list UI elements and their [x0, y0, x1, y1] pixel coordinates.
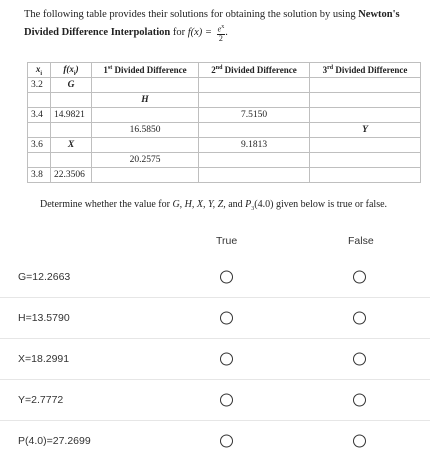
- header-third-dd: 3rd Divided Difference: [310, 63, 421, 78]
- radio-false[interactable]: [353, 352, 366, 365]
- intro-bold-method: Divided Difference Interpolation: [24, 27, 171, 39]
- table-row: [28, 138, 421, 153]
- cell-dd2: 9.1813: [199, 138, 310, 153]
- intro-for: for: [172, 27, 186, 39]
- header-first-dd: 1st Divided Difference: [92, 63, 199, 78]
- cell-dd1: 16.5850: [92, 123, 199, 138]
- statement-label: Y=2.7772: [18, 393, 64, 406]
- radio-true[interactable]: [220, 311, 233, 324]
- table-row: [28, 93, 421, 108]
- table-header-row: [28, 63, 421, 78]
- question-text: Determine whether the value for G, H, X, Y, Z, and $P_3(4.0)$ given below is true or false.: [40, 199, 388, 212]
- cell-x: 3.2: [28, 78, 51, 93]
- divided-difference-table: [27, 62, 421, 183]
- table-row: [28, 168, 421, 183]
- function-fraction: [217, 23, 226, 43]
- statement-label: X=18.2991: [18, 352, 70, 365]
- radio-false[interactable]: [353, 393, 366, 406]
- column-header-true: True: [216, 235, 238, 247]
- fraction-denominator: 2: [218, 33, 223, 43]
- intro-period: .: [225, 27, 228, 39]
- table-row: [28, 108, 421, 123]
- problem-statement: [24, 6, 424, 43]
- cell-fx: X: [51, 138, 92, 153]
- statement-row-h: [0, 297, 430, 339]
- table-row: [28, 153, 421, 168]
- fraction-numerator: e: [217, 24, 222, 34]
- header-x: $x_i$: [28, 63, 51, 78]
- radio-true[interactable]: [220, 270, 233, 283]
- radio-true[interactable]: [220, 352, 233, 365]
- radio-false[interactable]: [353, 270, 366, 283]
- radio-true[interactable]: [220, 393, 233, 406]
- table-row: [28, 123, 421, 138]
- header-fx: $f(x_i)$: [51, 63, 92, 78]
- radio-true[interactable]: [220, 434, 233, 447]
- table-row: [28, 78, 421, 93]
- statement-row-x: [0, 338, 430, 380]
- statement-label: P(4.0)=27.2699: [18, 434, 91, 447]
- statement-label: H=13.5790: [18, 311, 70, 324]
- statement-label: G=12.2663: [18, 270, 71, 283]
- radio-false[interactable]: [353, 311, 366, 324]
- statement-row-y: [0, 379, 430, 421]
- cell-dd2: 7.5150: [199, 108, 310, 123]
- cell-dd1: H: [92, 93, 199, 108]
- statement-row-p: [0, 420, 430, 461]
- cell-x: 3.6: [28, 138, 51, 153]
- intro-bold-newton: Newton's: [358, 9, 400, 20]
- intro-text: The following table provides their solutions for obtaining the solution by using: [24, 9, 356, 20]
- cell-x: 3.8: [28, 168, 51, 183]
- function-label: f(x) =: [187, 27, 212, 39]
- column-header-false: False: [348, 235, 374, 247]
- cell-fx: 22.3506: [51, 168, 92, 183]
- statement-row-g: [0, 256, 430, 298]
- cell-fx: 14.9821: [51, 108, 92, 123]
- header-second-dd: 2nd Divided Difference: [199, 63, 310, 78]
- radio-false[interactable]: [353, 434, 366, 447]
- cell-x: 3.4: [28, 108, 51, 123]
- cell-dd3: Y: [310, 123, 421, 138]
- cell-dd1: 20.2575: [92, 153, 199, 168]
- fraction-exponent: x: [221, 24, 225, 30]
- cell-fx: G: [51, 78, 92, 93]
